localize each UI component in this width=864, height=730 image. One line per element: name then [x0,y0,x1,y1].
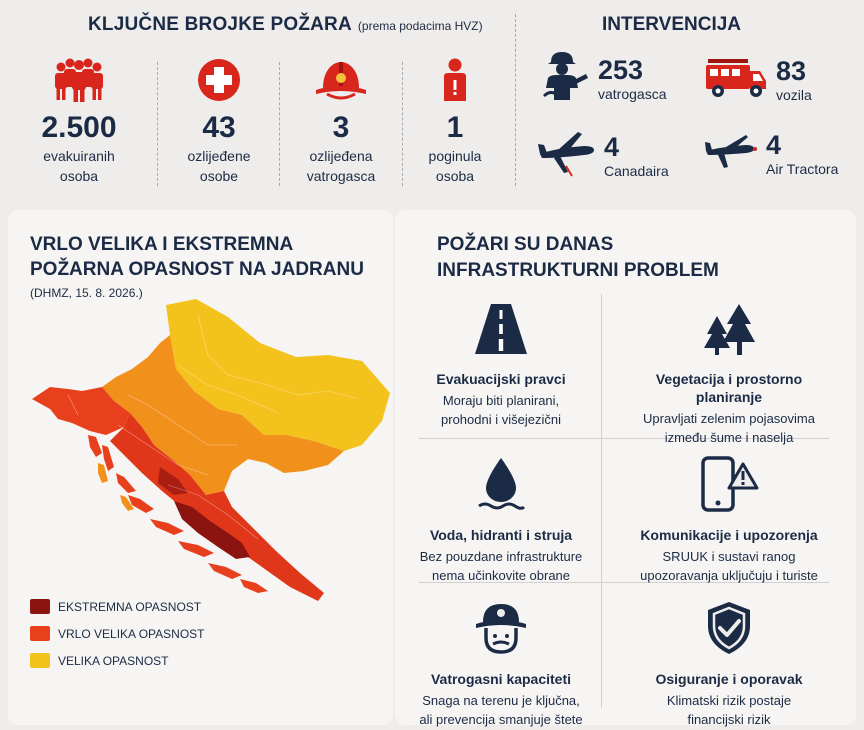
intervention-firefighters [540,50,666,107]
intervention-vehicles [704,55,812,104]
infra-description: Moraju biti planirani, prohodni i višejezični [441,393,561,427]
section-divider [515,14,516,186]
infra-heading: Evakuacijski pravci [436,371,566,387]
map-source: (DHMZ, 15. 8. 2026.) [30,286,143,300]
intervention-value: 4 [766,129,782,160]
intervention-value: 4 [604,131,620,162]
people-group-icon [20,58,138,102]
air-tractor-plane-icon [702,127,758,180]
infra-item-water [401,450,601,585]
fire-danger-map-card [8,210,393,725]
infra-description: Bez pouzdane infrastrukture nema učinkovite obrane [419,549,583,583]
infra-item-firefighting-capacity [401,594,601,729]
legend-item-very-high [30,626,205,641]
person-icon [405,58,505,102]
map-title: VRLO VELIKA I EKSTREMNA POŽARNA OPASNOST NA JADRANU [30,234,364,280]
stat-value: 43 [202,111,236,144]
stat-value: 2.500 [41,111,117,144]
infra-heading: Vegetacija i prostorno planiranje [655,371,803,405]
stat-divider [157,62,158,186]
firefighter-face-icon [401,594,601,656]
intervention-value: 253 [598,54,644,85]
stat-label: evakuiranih osoba [43,148,115,184]
infrastructure-card [395,210,856,725]
stat-value: 1 [446,111,464,144]
canadair-plane-icon [536,128,596,183]
shield-check-icon [629,594,829,656]
intervention-label: Canadaira [604,162,669,179]
infra-heading: Komunikacije i upozorenja [640,527,818,543]
fire-truck-icon [704,55,768,104]
infra-item-evacuation-routes [401,294,601,429]
stat-deceased [405,58,505,186]
intervention-label: vatrogasca [598,85,667,102]
legend-swatch [30,599,50,614]
top-section [0,0,864,205]
infra-description: Upravljati zelenim pojasovima između šume i naselja [643,411,815,445]
intervention-value: 83 [776,55,807,86]
infra-heading: Voda, hidranti i struja [429,527,573,543]
phone-warning-icon [629,450,829,512]
legend-item-extreme [30,599,201,614]
infra-heading: Osiguranje i oporavak [655,671,803,687]
stat-divider [402,62,403,186]
key-figures-title: KLJUČNE BROJKE POŽARA (prema podacima HVZ) [88,14,483,35]
stat-injured-firefighters [280,58,402,186]
infra-item-communications [629,450,829,585]
grid-divider [601,294,602,708]
infra-description: Snaga na terenu je ključna, ali prevencija smanjuje štete [419,693,583,727]
legend-label: VRLO VELIKA OPASNOST [58,626,205,641]
stat-evacuated [20,58,138,186]
water-drop-icon [401,450,601,512]
legend-label: EKSTREMNA OPASNOST [58,599,202,614]
stat-label: ozlijeđene osobe [187,148,251,184]
stat-value: 3 [332,111,350,144]
infra-description: Klimatski rizik postaje financijski rizik [666,693,792,727]
intervention-label: vozila [776,86,812,103]
legend-swatch [30,653,50,668]
legend-item-high [30,653,168,668]
infra-description: SRUUK i sustavi ranog upozoravanja uključuju i turiste [640,549,818,583]
key-figures-subtitle: (prema podacima HVZ) [357,19,483,33]
firefighter-icon [540,50,590,107]
interventions-title: INTERVENCIJA [602,14,742,35]
road-icon [401,294,601,356]
stat-label: poginula osoba [428,148,482,184]
firefighter-helmet-icon [280,58,402,102]
infra-heading: Vatrogasni kapaciteti [430,671,572,687]
legend-swatch [30,626,50,641]
legend-label: VELIKA OPASNOST [58,653,169,668]
intervention-air-tractor [702,127,838,180]
medical-cross-icon [160,58,278,102]
trees-icon [629,294,829,356]
intervention-canadair [536,128,669,183]
infrastructure-title: POŽARI SU DANAS INFRASTRUKTURNI PROBLEM [437,234,719,281]
intervention-label: Air Tractora [766,160,839,177]
infra-item-insurance [629,594,829,729]
stat-label: ozlijeđena vatrogasca [306,148,376,184]
stat-injured [160,58,278,186]
infra-item-vegetation [629,294,829,447]
croatia-fire-danger-map [28,295,390,605]
